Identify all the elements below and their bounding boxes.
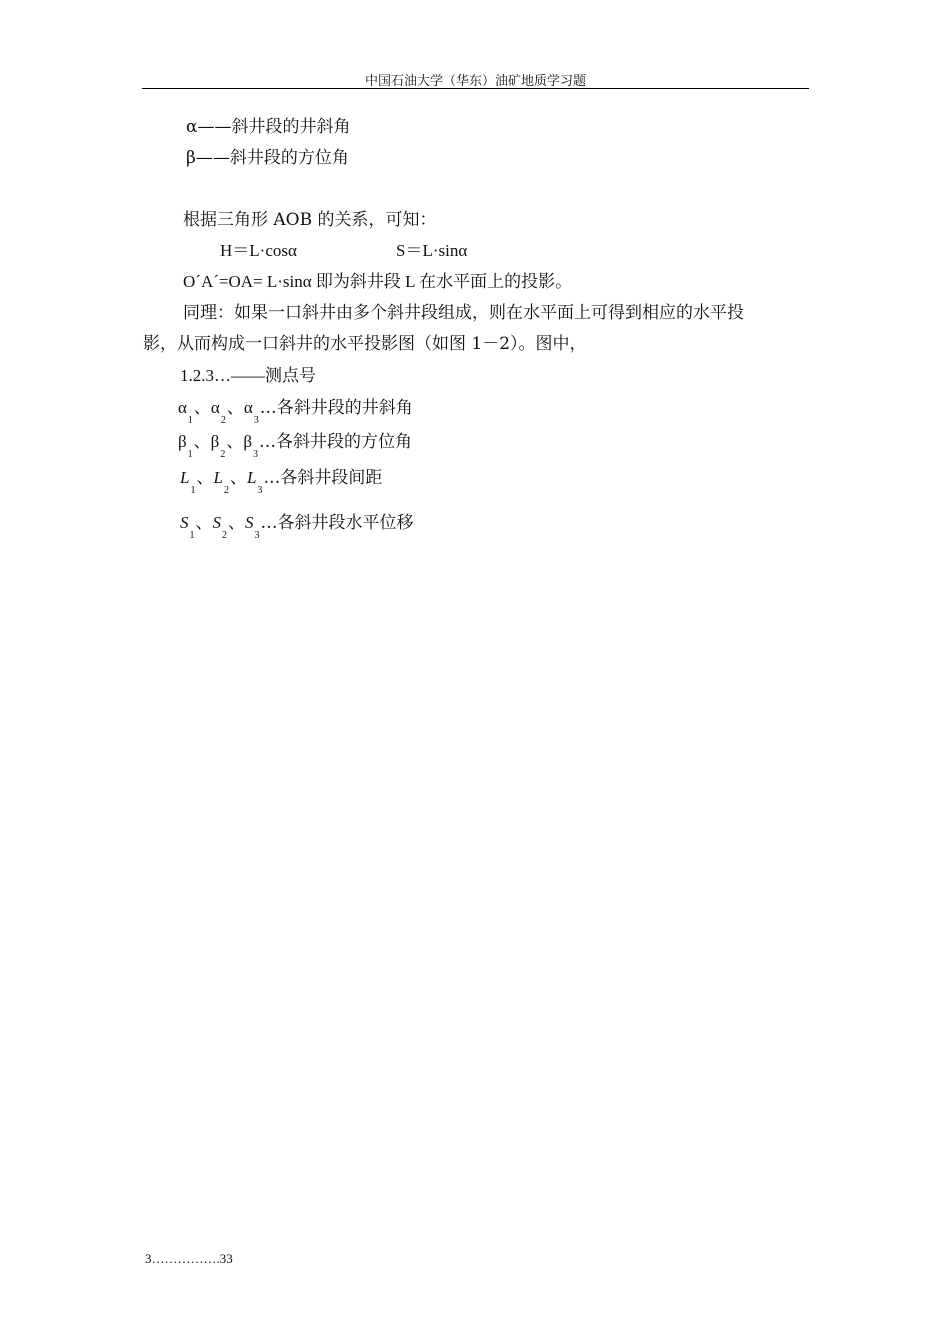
- formula-s: S＝L·sinα: [396, 241, 468, 260]
- page-footer: 3…………….33: [145, 1251, 233, 1266]
- symbol: β: [210, 432, 220, 451]
- subscript: 1: [187, 415, 193, 426]
- subscript: 2: [222, 530, 227, 541]
- separator: 、: [226, 432, 244, 452]
- symbol: β: [243, 432, 252, 451]
- symbol: α: [210, 398, 220, 417]
- sequence-description: …各斜井段的井斜角: [259, 398, 413, 418]
- symbol: L: [246, 468, 257, 487]
- separator: 、: [193, 398, 211, 418]
- symbol: S: [245, 513, 254, 532]
- paragraph-line-2: 影，从而构成一口斜井的水平投影图（如图 1－2）。图中，: [143, 334, 587, 354]
- subscript: 3: [253, 415, 259, 426]
- separator: 、: [193, 432, 211, 452]
- subscript: 3: [257, 485, 263, 496]
- sequence-description: …各斜井段的方位角: [258, 432, 412, 452]
- formula-h: H＝L·cosα: [220, 241, 297, 260]
- definition-alpha: α——斜井段的井斜角: [186, 117, 351, 137]
- subscript: 2: [220, 415, 226, 426]
- paragraph-line-1: 同理：如果一口斜井由多个斜井段组成，则在水平面上可得到相应的水平投: [183, 303, 744, 323]
- separator: 、: [226, 398, 244, 418]
- header-rule: [142, 88, 809, 89]
- sequence-s: [180, 511, 414, 541]
- subscript: 1: [187, 449, 193, 460]
- intro-text: 根据三角形 AOB 的关系，可知：: [183, 210, 437, 230]
- subscript: 1: [189, 530, 195, 541]
- symbol: β: [178, 432, 187, 451]
- subscript: 2: [220, 449, 226, 460]
- separator: 、: [195, 513, 213, 533]
- symbol: S: [212, 513, 221, 532]
- sequence-description: …各斜井段间距: [263, 468, 383, 488]
- subscript: 2: [223, 485, 229, 496]
- subscript: 3: [252, 449, 258, 460]
- projection-text: O´A´=OA= L·sinα 即为斜井段 L 在水平面上的投影。: [183, 272, 573, 291]
- page-header: 中国石油大学（华东）油矿地质学习题: [364, 74, 586, 89]
- separator: 、: [228, 513, 245, 533]
- subscript: 1: [190, 485, 196, 496]
- symbol: α: [243, 398, 253, 417]
- sequence-description: …各斜井段水平位移: [260, 513, 414, 533]
- definition-beta: β——斜井段的方位角: [186, 148, 349, 168]
- sequence-l: [180, 466, 383, 496]
- symbol: α: [178, 398, 187, 417]
- sequence-alpha: [178, 396, 413, 426]
- symbol: L: [180, 468, 190, 487]
- points-line: 1.2.3…——测点号: [180, 366, 316, 385]
- sequence-beta: [178, 430, 412, 460]
- symbol: L: [213, 468, 223, 487]
- separator: 、: [229, 468, 247, 488]
- subscript: 3: [254, 530, 260, 541]
- symbol: S: [180, 513, 189, 532]
- separator: 、: [196, 468, 214, 488]
